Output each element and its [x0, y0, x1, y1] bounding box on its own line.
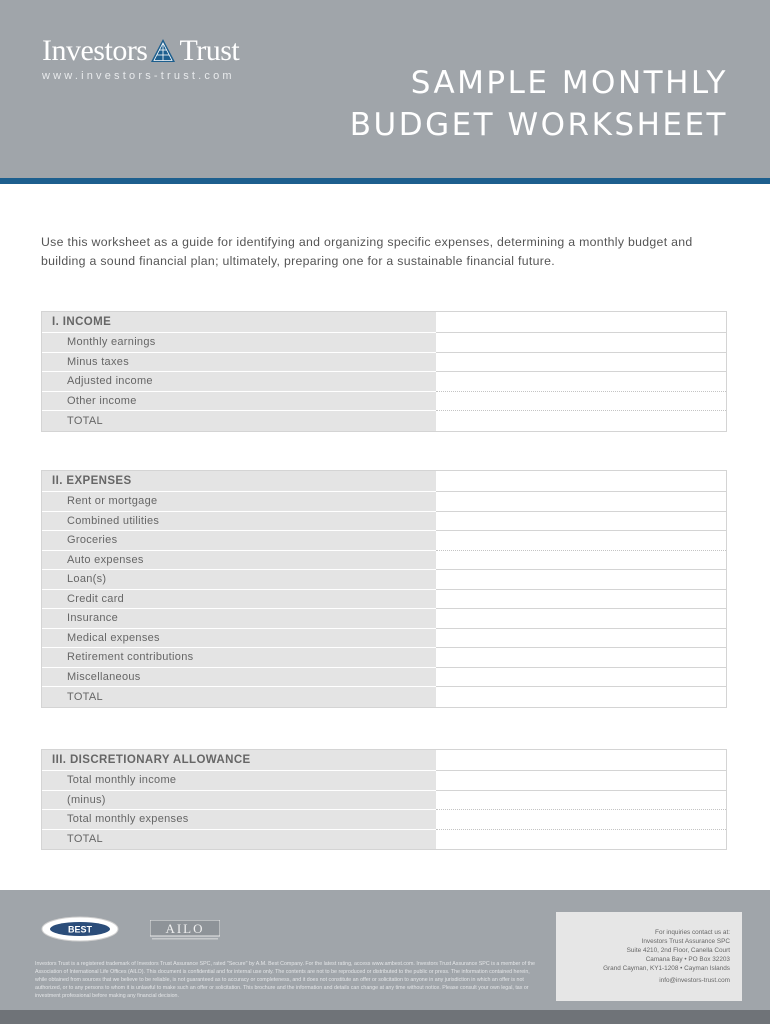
website-url[interactable]: www.investors-trust.com: [42, 70, 235, 82]
table-row: [42, 590, 726, 610]
amount-field[interactable]: [436, 687, 726, 707]
row-label: Adjusted income: [42, 372, 436, 392]
legal-disclaimer: Investors Trust is a registered trademark of Investors Trust Assurance SPC, rated "Secure" by A.M. Best Company. For the latest rating, access www.ambest.com. Investors Trust Assurance SPC is a member of the Association of International Life Offices (AILO). This document is confidential and for internal use only. The contents are not to be reproduced or distributed to the public or press. The information contained herein, while obtained from sources that we believe to be reliable, is not guaranteed as to accuracy or completeness, and it does not constitute an offer or solicitation to anyone in any jurisdiction in which an offer is not authorized, or to any persons to whom it is unlawful to make such an offer or solicitation. This brochure and the information and details can change at any time without notice. Please consult your own legal, tax or investment professional before making any financial decision.: [35, 961, 536, 999]
table-row: [42, 648, 726, 668]
am-best-rating-badge: [40, 915, 120, 943]
ailo-logo: [150, 920, 220, 942]
row-label: Total monthly expenses: [42, 810, 436, 830]
contact-company: Investors Trust Assurance SPC: [641, 938, 730, 945]
amount-field[interactable]: [436, 531, 726, 551]
row-label: Miscellaneous: [42, 668, 436, 688]
row-label: Auto expenses: [42, 551, 436, 571]
table-row: [42, 531, 726, 551]
table-row: [42, 687, 726, 707]
discretionary-section: [41, 749, 727, 850]
table-row: [42, 629, 726, 649]
amount-field[interactable]: [436, 810, 726, 830]
intro-paragraph: Use this worksheet as a guide for identifying and organizing specific expenses, determining a monthly budget and building a sound financial plan; ultimately, preparing one for a sustainable financial future.: [41, 235, 693, 268]
title-line-2: BUDGET WORKSHEET: [349, 107, 728, 143]
table-row: [42, 392, 726, 412]
table-row: [42, 372, 726, 392]
row-label: Other income: [42, 392, 436, 412]
contact-intro: For inquiries contact us at:: [655, 929, 730, 936]
row-label: TOTAL: [42, 411, 436, 431]
amount-field[interactable]: [436, 551, 726, 571]
discretionary-heading-row: [42, 750, 726, 771]
amount-field[interactable]: [436, 411, 726, 431]
table-row: [42, 353, 726, 373]
section-heading: I. INCOME: [42, 312, 436, 333]
title-line-1: SAMPLE MONTHLY: [410, 65, 728, 101]
table-row: [42, 512, 726, 532]
badge-ailo-text: AILO: [165, 921, 205, 936]
row-label: Credit card: [42, 590, 436, 610]
amount-field[interactable]: [436, 609, 726, 629]
table-row: [42, 810, 726, 830]
row-label: Minus taxes: [42, 353, 436, 373]
row-label: Medical expenses: [42, 629, 436, 649]
row-label: TOTAL: [42, 687, 436, 707]
logo-wordmark: [42, 34, 239, 68]
footer-bottom-bar: [0, 1010, 770, 1024]
amount-field[interactable]: [436, 648, 726, 668]
row-label: Monthly earnings: [42, 333, 436, 353]
table-row: [42, 551, 726, 571]
table-row: [42, 668, 726, 688]
table-row: [42, 609, 726, 629]
row-label: Total monthly income: [42, 771, 436, 791]
amount-field[interactable]: [436, 392, 726, 412]
income-heading-row: [42, 312, 726, 333]
heading-value-cell: [436, 471, 726, 492]
section-heading: II. EXPENSES: [42, 471, 436, 492]
row-label: Retirement contributions: [42, 648, 436, 668]
amount-field[interactable]: [436, 830, 726, 850]
table-row: [42, 791, 726, 811]
row-label: Combined utilities: [42, 512, 436, 532]
triangle-globe-icon: [149, 37, 177, 65]
table-row: [42, 771, 726, 791]
accent-stripe: [0, 178, 770, 184]
amount-field[interactable]: [436, 791, 726, 811]
amount-field[interactable]: [436, 492, 726, 512]
contact-info-box: [556, 912, 742, 1001]
amount-field[interactable]: [436, 590, 726, 610]
row-label: TOTAL: [42, 830, 436, 850]
contact-address-2: Camana Bay • PO Box 32203: [645, 956, 730, 963]
contact-address-3: Grand Cayman, KY1-1208 • Cayman Islands: [603, 965, 730, 972]
expenses-section: [41, 470, 727, 708]
logo-word-investors: Investors: [42, 34, 148, 67]
income-section: [41, 311, 727, 432]
page-title: [350, 62, 728, 146]
contact-email-link[interactable]: info@investors-trust.com: [659, 977, 730, 984]
table-row: [42, 492, 726, 512]
row-label: Loan(s): [42, 570, 436, 590]
amount-field[interactable]: [436, 629, 726, 649]
logo-word-trust: Trust: [179, 34, 240, 67]
row-label: Insurance: [42, 609, 436, 629]
amount-field[interactable]: [436, 372, 726, 392]
table-row: [42, 830, 726, 850]
expenses-heading-row: [42, 471, 726, 492]
amount-field[interactable]: [436, 668, 726, 688]
section-heading: III. DISCRETIONARY ALLOWANCE: [42, 750, 436, 771]
row-label: Groceries: [42, 531, 436, 551]
heading-value-cell: [436, 312, 726, 333]
row-label: (minus): [42, 791, 436, 811]
heading-value-cell: [436, 750, 726, 771]
table-row: [42, 411, 726, 431]
header-band: [0, 0, 770, 178]
table-row: [42, 570, 726, 590]
amount-field[interactable]: [436, 570, 726, 590]
investors-trust-logo: [42, 34, 239, 82]
amount-field[interactable]: [436, 353, 726, 373]
contact-address-1: Suite 4210, 2nd Floor, Canella Court: [626, 947, 730, 954]
table-row: [42, 333, 726, 353]
amount-field[interactable]: [436, 512, 726, 532]
amount-field[interactable]: [436, 771, 726, 791]
row-label: Rent or mortgage: [42, 492, 436, 512]
amount-field[interactable]: [436, 333, 726, 353]
badge-best-text: BEST: [67, 924, 93, 935]
